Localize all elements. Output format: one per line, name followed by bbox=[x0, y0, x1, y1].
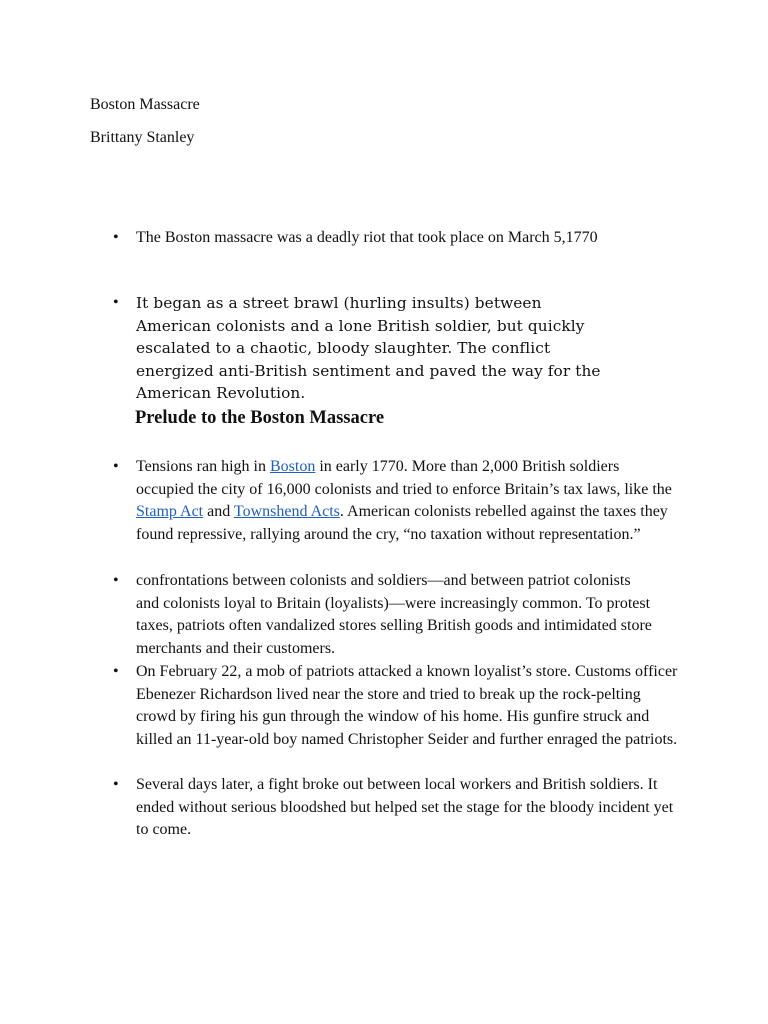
document-title: Boston Massacre bbox=[90, 96, 200, 113]
prelude-bullet-1-text: and bbox=[203, 503, 234, 521]
townshend-acts-link[interactable]: Townshend Acts bbox=[233, 503, 340, 521]
prelude-bullet-1-text: . American colonists rebelled against the taxes they found repressive, rallying around the cry, “no taxation without representation.” bbox=[136, 503, 668, 543]
intro-bullet-1: The Boston massacre was a deadly riot that took place on March 5,1770 bbox=[136, 229, 598, 246]
prelude-bullet-3: On February 22, a mob of patriots attacked a known loyalist’s store. Customs officer Ebenezer Richardson lived near the store and tried to break up the rock-pelting crowd by firing his gun through the window of his home. His gunfire struck and killed an 11-year-old boy named Christopher Seider and further enraged the patriots. bbox=[136, 663, 678, 748]
document-author: Brittany Stanley bbox=[90, 129, 195, 146]
bullet-marker: • bbox=[113, 458, 119, 475]
prelude-bullet-1-text: in early 1770. More than 2,000 British soldiers occupied the city of 16,000 colonists and tried to enforce Britain’s tax laws, like the bbox=[136, 458, 672, 498]
prelude-bullet-2: confrontations between colonists and soldiers—and between patriot colonists and colonists loyal to Britain (loyalists)—were increasingly common. To protest taxes, patriots often vandalized stores selling British goods and intimidated store merchants and their customers. bbox=[136, 572, 652, 657]
prelude-bullet-4: Several days later, a fight broke out between local workers and British soldiers. It ended without serious bloodshed but helped set the stage for the bloody incident yet to come. bbox=[136, 776, 674, 839]
section-heading: Prelude to the Boston Massacre bbox=[135, 408, 385, 428]
prelude-bullet-1-text: Tensions ran high in bbox=[136, 458, 270, 475]
stamp-act-link[interactable]: Stamp Act bbox=[136, 503, 204, 521]
bullet-marker: • bbox=[113, 229, 119, 246]
boston-link[interactable]: Boston bbox=[269, 458, 316, 475]
prelude-bullet-1 bbox=[136, 456, 676, 546]
intro-bullet-2: It began as a street brawl (hurling insults) between American colonists and a lone British soldier, but quickly escalated to a chaotic, bloody slaughter. The conflict energized anti-British sentiment and paved the way for the American Revolution. bbox=[136, 294, 601, 403]
bullet-marker: • bbox=[113, 776, 119, 793]
bullet-marker: • bbox=[113, 663, 119, 680]
bullet-marker: • bbox=[113, 294, 119, 311]
bullet-marker: • bbox=[113, 572, 119, 589]
